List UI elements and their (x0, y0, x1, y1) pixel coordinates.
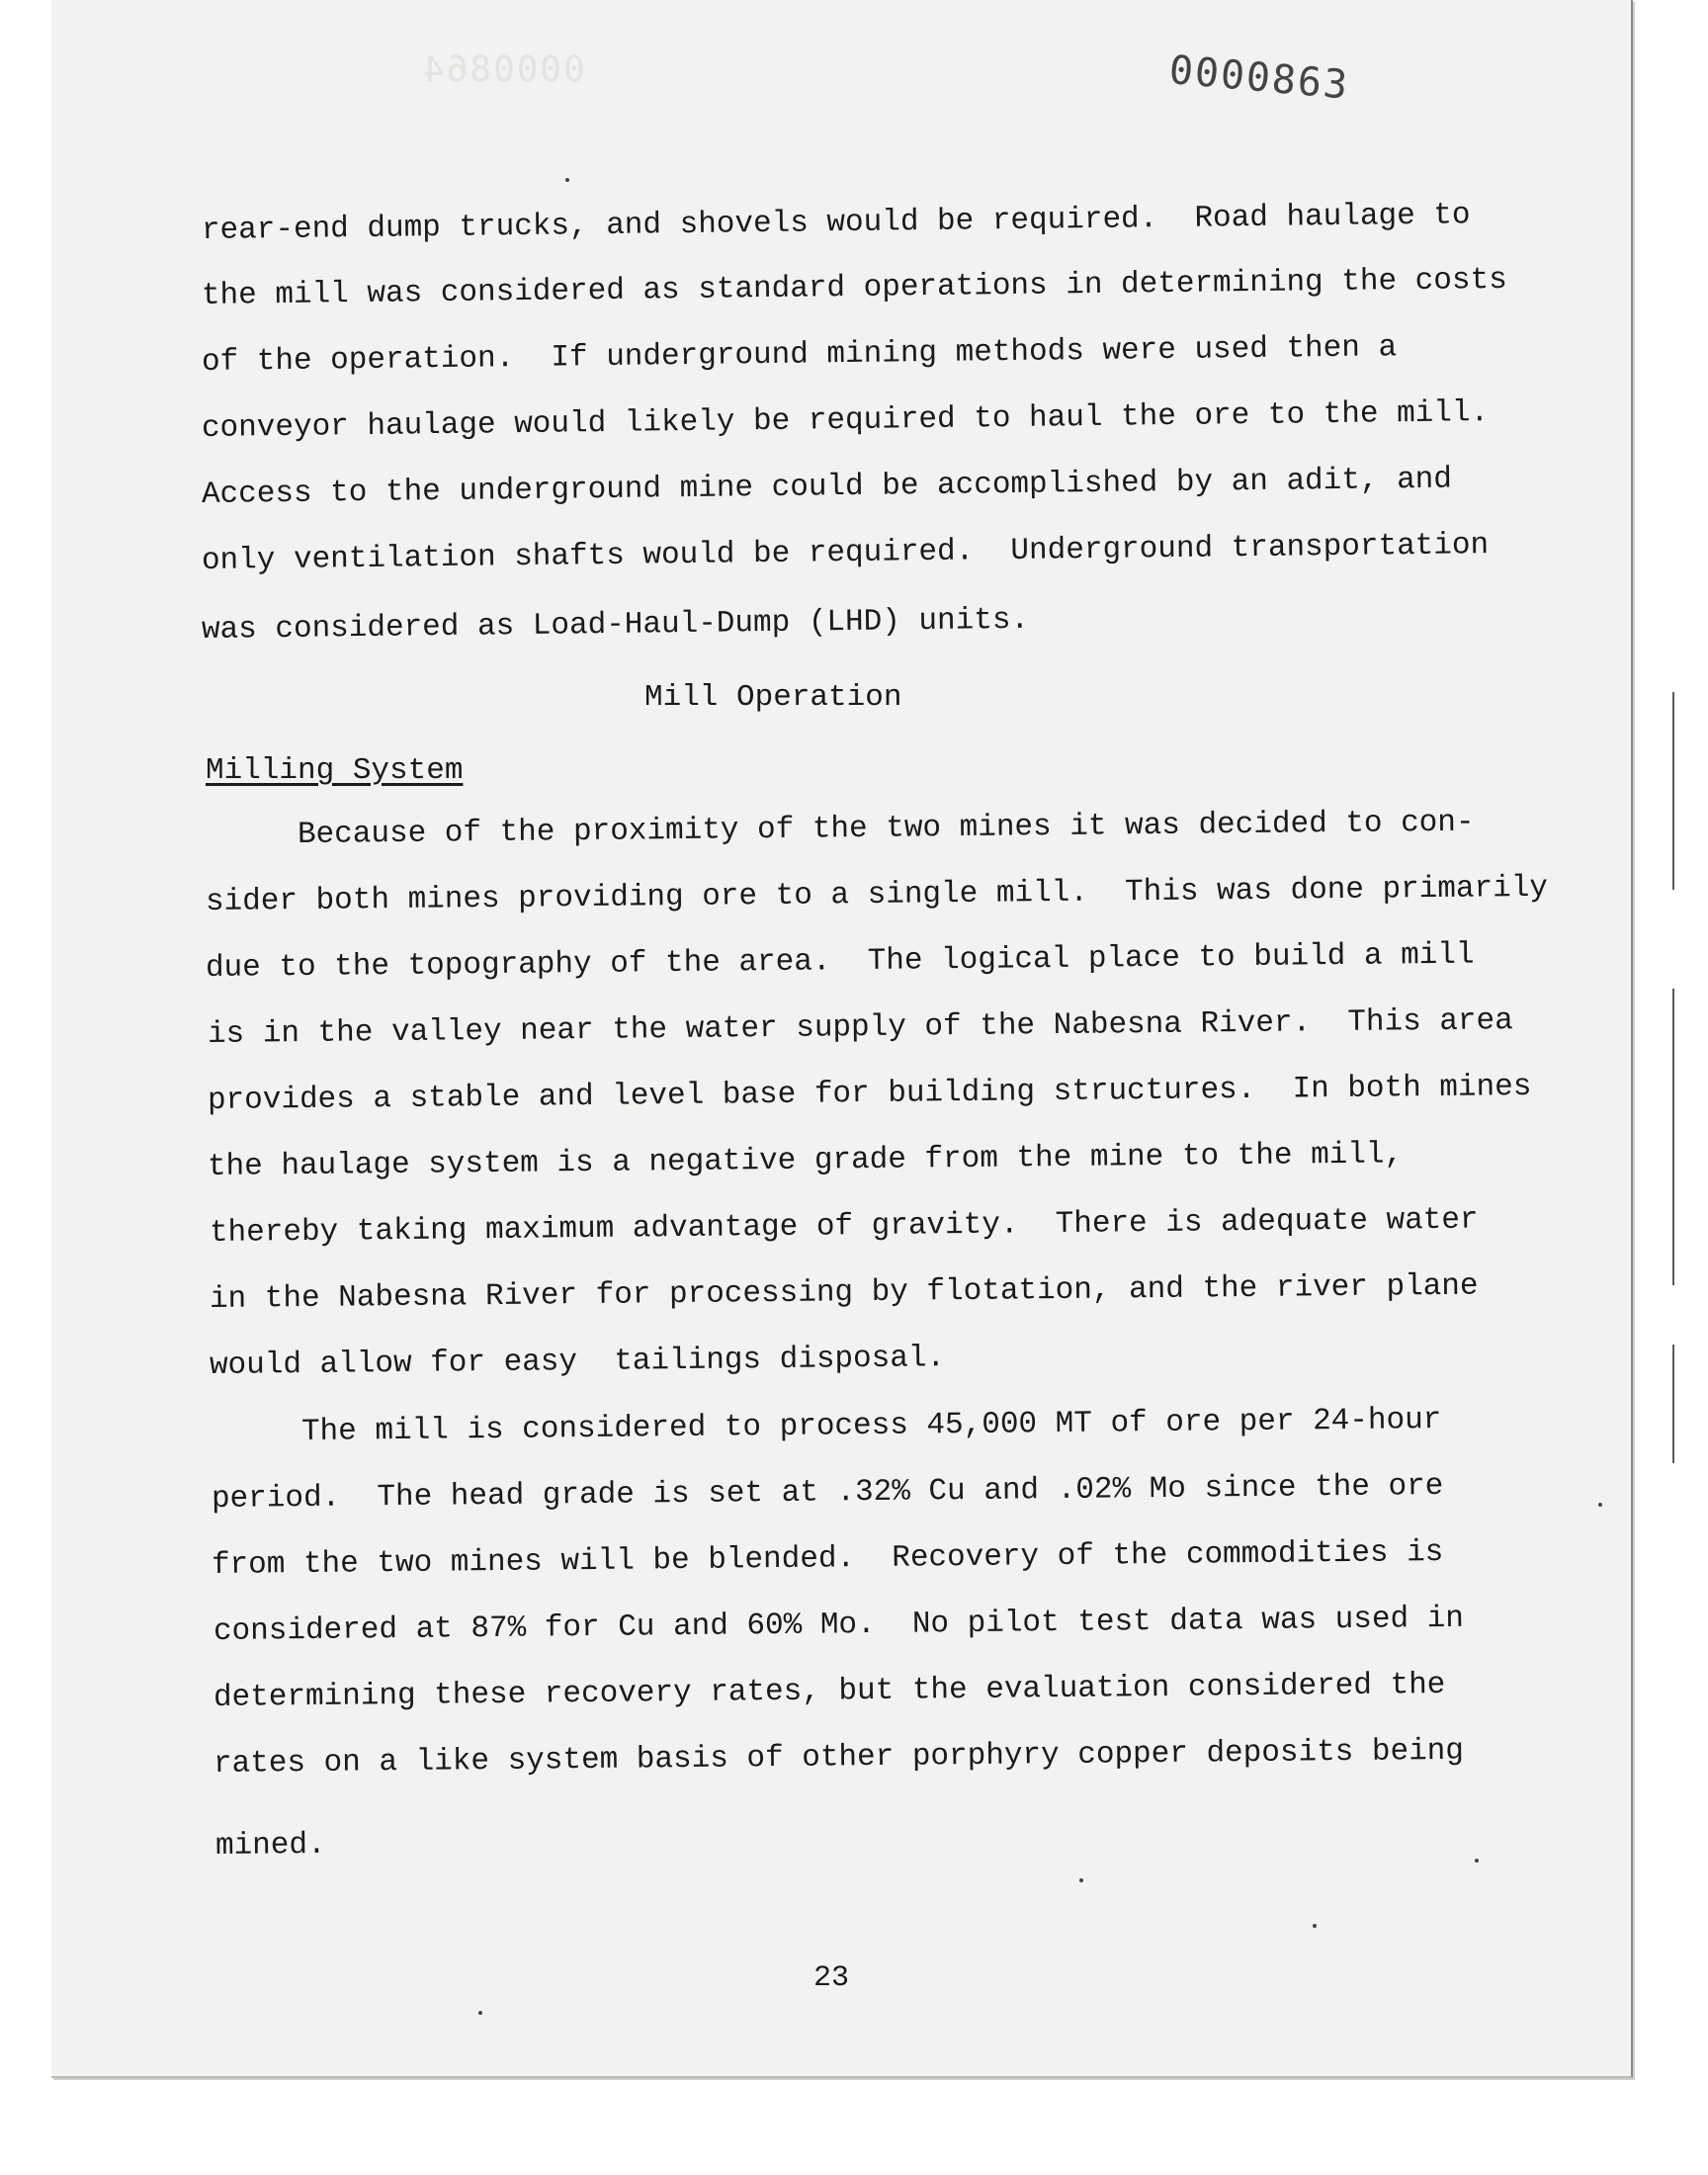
body-text-line: due to the topography of the area. The logical place to build a mill (205, 937, 1475, 986)
body-text-line: conveyor haulage would likely be required to haul the ore to the mill. (201, 395, 1490, 446)
body-text-line: Because of the proximity of the two mines it was decided to con- (205, 805, 1475, 853)
body-text-line: the mill was considered as standard operations in determining the costs (201, 262, 1507, 313)
body-text-line: from the two mines will be blended. Recovery of the commodities is (211, 1534, 1444, 1583)
page-number: 23 (813, 1961, 850, 1995)
body-text-line: only ventilation shafts would be required. Underground transportation (201, 528, 1490, 578)
margin-bar (1672, 989, 1674, 1285)
body-text-line: the haulage system is a negative grade from the mine to the mill, (207, 1137, 1404, 1184)
body-text-line: provides a stable and level base for building structures. In both mines (207, 1069, 1532, 1118)
section-heading: Mill Operation (644, 680, 902, 715)
body-text-line: of the operation. If underground mining methods were used then a (201, 330, 1398, 380)
document-stamp-number: 0000863 (1166, 47, 1351, 109)
body-text-line: rates on a like system basis of other porphyry copper deposits being (213, 1733, 1465, 1782)
scan-speck (1079, 1878, 1083, 1882)
body-text-line: was considered as Load-Haul-Dump (LHD) units. (201, 602, 1030, 648)
body-text-line: is in the valley near the water supply of the Nabesna River. This area (207, 1003, 1513, 1052)
body-text-line: mined. (214, 1827, 326, 1864)
body-text-line: in the Nabesna River for processing by flotation, and the river plane (209, 1268, 1479, 1317)
document-page (51, 0, 1633, 2078)
body-text-line: determining these recovery rates, but the evaluation considered the (213, 1667, 1446, 1715)
margin-bar (1672, 1345, 1674, 1463)
body-text-line: period. The head grade is set at .32% Cu and .02% Mo since the ore (211, 1468, 1444, 1517)
body-text-line: sider both mines providing ore to a single mill. This was done primarily (205, 870, 1549, 919)
body-text-line: would allow for easy tailings disposal. (209, 1341, 946, 1383)
scan-speck (1475, 1859, 1479, 1863)
scan-speck (1313, 1924, 1317, 1928)
scan-speck (565, 178, 569, 182)
body-text-line: rear-end dump trucks, and shovels would be required. Road haulage to (201, 198, 1471, 248)
scan-speck (478, 2011, 482, 2015)
bleed-through-number: 0000864 (421, 49, 585, 90)
body-text-line: Access to the underground mine could be accomplished by an adit, and (201, 462, 1453, 512)
margin-bar (1672, 692, 1674, 890)
subsection-heading: Milling System (206, 753, 464, 788)
scan-speck (1598, 1503, 1602, 1507)
body-text-line: considered at 87% for Cu and 60% Mo. No pilot test data was used in (213, 1601, 1465, 1649)
body-text-line: thereby taking maximum advantage of gravity. There is adequate water (209, 1202, 1479, 1251)
body-text-line: The mill is considered to process 45,000 MT of ore per 24-hour (209, 1402, 1442, 1450)
